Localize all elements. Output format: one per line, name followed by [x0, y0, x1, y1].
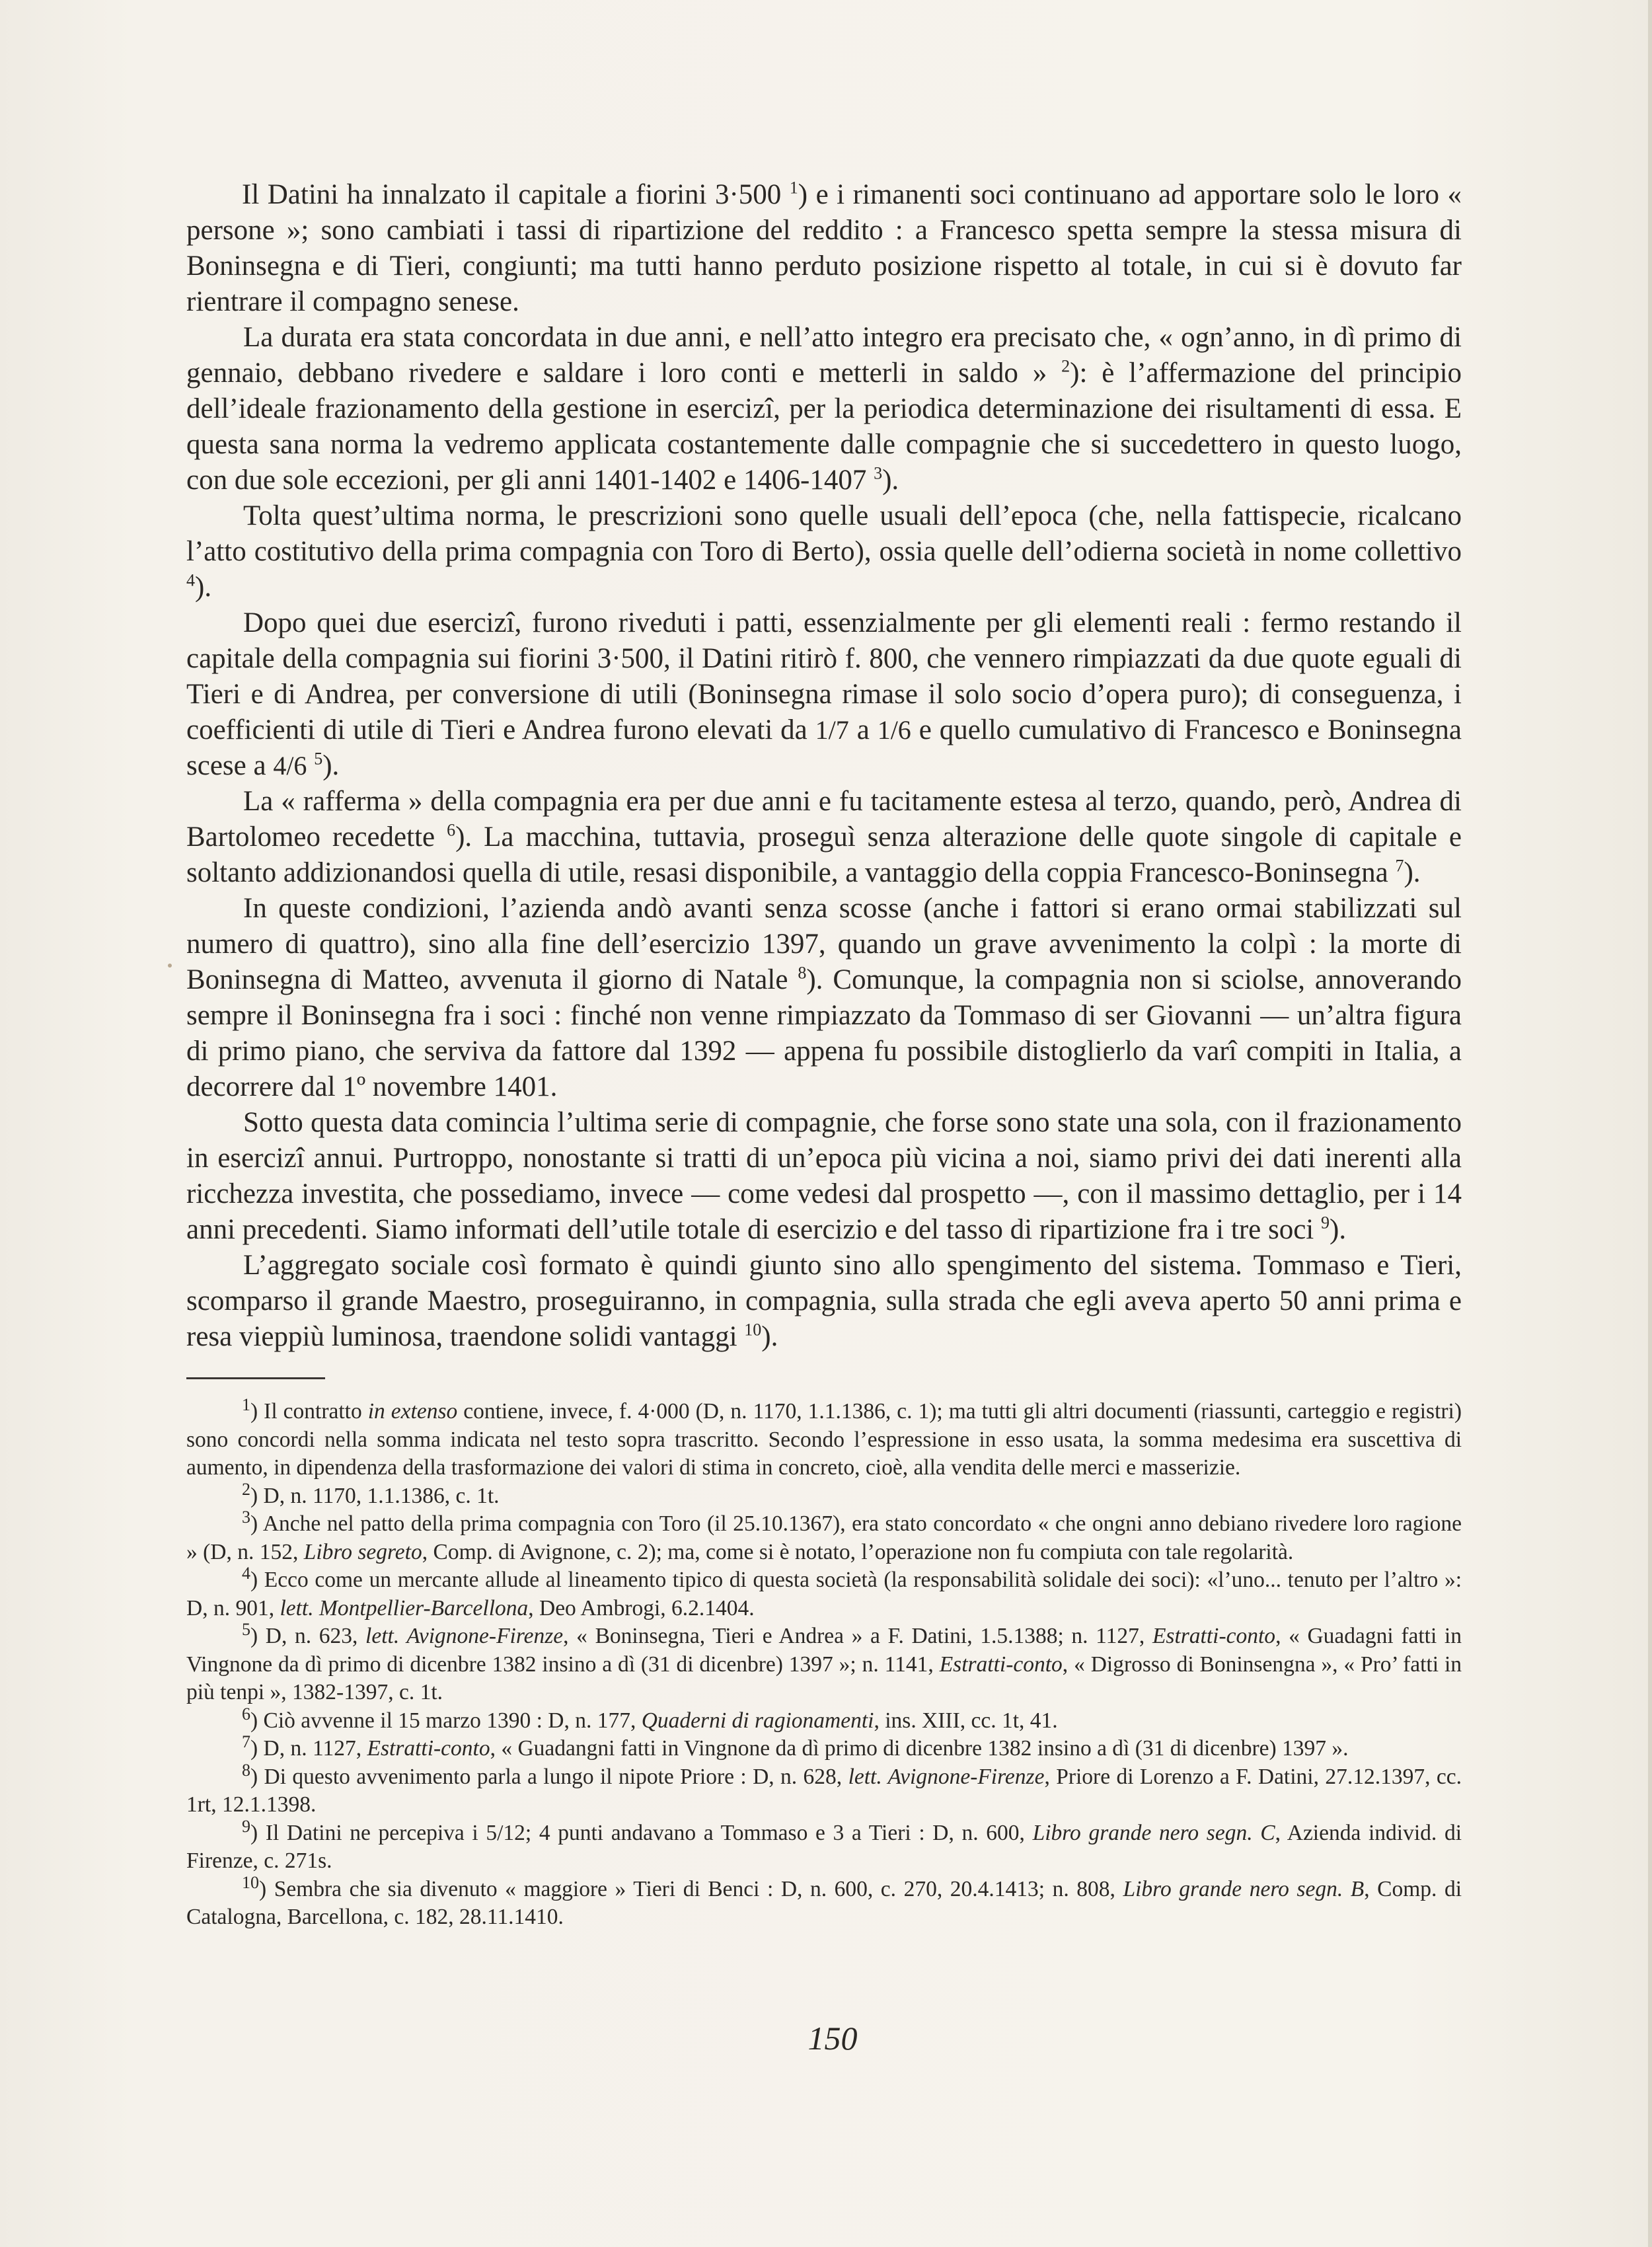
footnote-divider	[186, 1377, 325, 1379]
footnote-ref[interactable]: 1	[789, 178, 798, 198]
footnote: $^4$) Ecco come un mercante allude al lineamento tipico di questa società (la responsabilità solidale dei soci): «l’uno... tenuto per l’altro »: D, n. 901, lett. Montpellier-Barcellona, Deo Ambrogi, 6.2.1404.	[186, 1563, 1462, 1620]
footnote: $^3$) Anche nel patto della prima compagnia con Toro (il 25.10.1367), era stato concordato « che ongni anno debiano rivedere loro ragione » (D, n. 152, Libro segreto, Comp. di Avignone, c. 2); ma, come si è notato, l’operazione non fu compiuta con tale regolarità.	[186, 1507, 1462, 1564]
text-block	[186, 177, 1462, 1932]
footnote: $^6$) Ciò avvenne il 15 marzo 1390 : D, n. 177, Quaderni di ragionamenti, ins. XIII, cc. 1t, 41.	[242, 1704, 1058, 1733]
fraction: 4/6	[273, 751, 307, 781]
margin-mark	[168, 964, 172, 968]
fraction: 1/6	[877, 715, 911, 745]
footnote: $^9$) Il Datini ne percepiva i 5/12; 4 punti andavano a Tommaso e 3 a Tieri : D, n. 600, Libro grande nero segn. C, Azienda individ. di Firenze, c. 271s.	[186, 1816, 1462, 1873]
paragraph: Sotto questa data comincia l’ultima serie di compagnie, che forse sono state una sola, con il frazionamento in esercizî annui. Purtroppo, nonostante si tratti di un’epoca più vicina a noi, siamo privi dei dati inerenti alla ricchezza investita, che possediamo, invece — come vedesi dal prospetto —, con il massimo dettaglio, per i 14 anni precedenti. Siamo informati dell’utile totale di esercizio e del tasso di ripartizione fra i tre soci $^9$).	[186, 1107, 1462, 1245]
paragraph: La « rafferma » della compagnia era per due anni e fu tacitamente estesa al terzo, quando, però, Andrea di Bartolomeo recedette $^6$). La macchina, tuttavia, proseguì senza alterazione delle quote singole di capitale e soltanto addizionandosi quella di utile, resasi disponibile, a vantaggio della coppia Francesco-Boninsegna $^7$).	[186, 786, 1462, 888]
footnote-ref[interactable]: 3	[874, 463, 883, 483]
footnote-ref[interactable]: 8	[798, 963, 807, 983]
footnote-ref[interactable]: 2	[1061, 356, 1070, 376]
paragraph: Il Datini ha innalzato il capitale a fiorini 3·500 $^1$) e i rimanenti soci continuano ad apportare solo le loro « persone »; sono cambiati i tassi di ripartizione del reddito : a Francesco spetta sempre la stessa misura di Boninsegna e di Tieri, congiunti; ma tutti hanno perduto posizione rispetto al totale, in cui si è dovuto far rientrare il compagno senese.	[186, 178, 1462, 317]
footnote: $^5$) D, n. 623, lett. Avignone-Firenze, « Boninsegna, Tieri e Andrea » a F. Datini, 1.5.1388; n. 1127, Estratti-conto, « Guadagni fatti in Vingnone da dì primo di dicenbre 1382 insino a dì (31 di dicenbre) 1397 »; n. 1141, Estratti-conto, « Digrosso di Boninsengna », « Pro’ fatti in più tenpi », 1382-1397, c. 1t.	[186, 1619, 1462, 1704]
paragraph: Tolta quest’ultima norma, le prescrizioni sono quelle usuali dell’epoca (che, nella fattispecie, ricalcano l’atto costitutivo della prima compagnia con Toro di Berto), ossia quelle dell’odierna società in nome collettivo $^4$).	[186, 500, 1462, 603]
main-text	[186, 177, 1462, 1355]
paragraph: Dopo quei due esercizî, furono riveduti i patti, essenzialmente per gli elementi reali : fermo restando il capitale della compagnia sui fiorini 3·500, il Datini ritirò f. 800, che vennero rimpiazzati da due quote eguali di Tieri e di Andrea, per conversione di utili (Boninsegna rimase il solo socio d’opera puro); di conseguenza, i coefficienti di utile di Tieri e Andrea furono elevati da 1/7 a 1/6 e quello cumulativo di Francesco e Boninsegna scese a 4/6 $^5$).	[186, 607, 1462, 781]
page-edge	[1648, 0, 1652, 2247]
footnote: $^8$) Di questo avvenimento parla a lungo il nipote Priore : D, n. 628, lett. Avignone-Firenze, Priore di Lorenzo a F. Datini, 27.12.1397, cc. 1rt, 12.1.1398.	[186, 1760, 1462, 1817]
footnote-ref[interactable]: 5	[314, 749, 323, 769]
footnote: $^7$) D, n. 1127, Estratti-conto, « Guadangni fatti in Vingnone da dì primo di dicenbre 1382 insino a dì (31 di dicenbre) 1397 ».	[242, 1732, 1349, 1761]
footnote-ref[interactable]: 7	[1395, 856, 1404, 876]
footnote: $^{10}$) Sembra che sia divenuto « maggiore » Tieri di Benci : D, n. 600, c. 270, 20.4.1413; n. 808, Libro grande nero segn. B, Comp. di Catalogna, Barcellona, c. 182, 28.11.1410.	[186, 1872, 1462, 1929]
fraction: 1/7	[815, 715, 849, 745]
footnote: $^1$) Il contratto in extenso contiene, invece, f. 4·000 (D, n. 1170, 1.1.1386, c. 1); ma tutti gli altri documenti (riassunti, carteggio e registri) sono concordi nella somma indicata nel testo sopra trascritto. Secondo l’espressione in esso usata, la somma medesima era suscettiva di aumento, in dipendenza della trasformazione dei valori di stima in concreto, cioè, alla vendita delle merci e masserizie.	[186, 1394, 1462, 1480]
footnote-ref[interactable]: 10	[744, 1320, 762, 1340]
footnote-ref[interactable]: 4	[186, 570, 195, 590]
footnotes	[186, 1394, 1462, 1932]
footnote-ref[interactable]: 9	[1321, 1213, 1330, 1233]
paragraph: La durata era stata concordata in due anni, e nell’atto integro era precisato che, « ogn’anno, in dì primo di gennaio, debbano rivedere e saldare i loro conti e metterli in saldo » $^2$): è l’affermazione del principio dell’ideale frazionamento della gestione in esercizî, per la periodica determinazione dei risultamenti di essa. E questa sana norma la vedremo applicata costantemente dalle compagnie che si succedettero in questo luogo, con due sole eccezioni, per gli anni 1401-1402 e 1406-1407 $^3$).	[186, 322, 1462, 496]
paragraph: L’aggregato sociale così formato è quindi giunto sino allo spengimento del sistema. Tommaso e Tieri, scomparso il grande Maestro, proseguiranno, in compagnia, sulla strada che egli aveva aperto 50 anni prima e resa vieppiù luminosa, traendone solidi vantaggi $^{10}$).	[186, 1250, 1462, 1352]
page-number: 150	[807, 2020, 858, 2057]
paragraph: In queste condizioni, l’azienda andò avanti senza scosse (anche i fattori si erano ormai stabilizzati sul numero di quattro), sino alla fine dell’esercizio 1397, quando un grave avvenimento la colpì : la morte di Boninsegna di Matteo, avvenuta il giorno di Natale $^8$). Comunque, la compagnia non si sciolse, annoverando sempre il Boninsegna fra i soci : finché non venne rimpiazzato da Tommaso di ser Giovanni — un’altra figura di primo piano, che serviva da fattore dal 1392 — appena fu possibile distoglierlo da varî compiti in Italia, a decorrere dal 1º novembre 1401.	[186, 893, 1462, 1102]
footnote: $^2$) D, n. 1170, 1.1.1386, c. 1t.	[242, 1479, 500, 1508]
footnote-ref[interactable]: 6	[447, 820, 456, 840]
